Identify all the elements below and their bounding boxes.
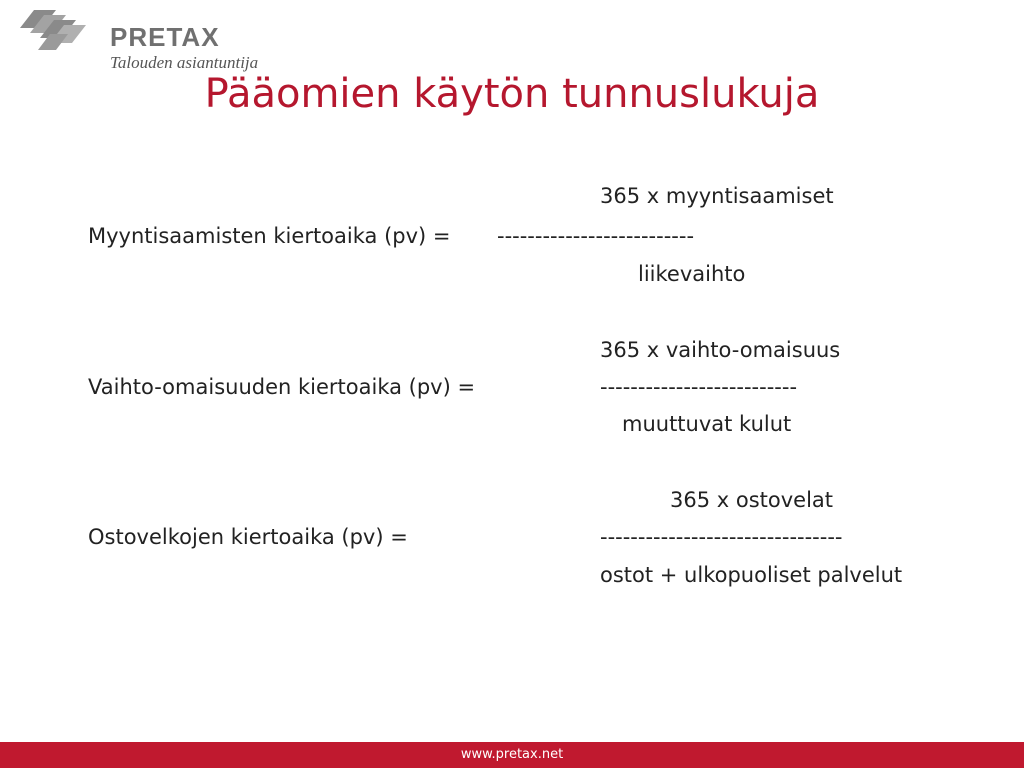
formula-1-denominator: liikevaihto — [638, 262, 746, 286]
page-title: Pääomien käytön tunnuslukuja — [204, 71, 820, 117]
formula-3-label: Ostovelkojen kiertoaika (pv) = — [88, 525, 408, 549]
formula-3-denominator: ostot + ulkopuoliset palvelut — [600, 563, 903, 587]
formula-3-divider: -------------------------------- — [600, 525, 843, 549]
formula-2-denominator: muuttuvat kulut — [622, 412, 792, 436]
formula-2-label: Vaihto-omaisuuden kiertoaika (pv) = — [88, 375, 476, 399]
formula-3-numerator: 365 x ostovelat — [670, 488, 834, 512]
formula-1-label: Myyntisaamisten kiertoaika (pv) = — [88, 224, 451, 248]
formula-1-divider: -------------------------- — [497, 224, 695, 248]
pretax-logo — [20, 10, 290, 72]
formula-1-numerator: 365 x myyntisaamiset — [600, 184, 834, 208]
formula-2-divider: -------------------------- — [600, 375, 798, 399]
footer-bar — [0, 742, 1024, 768]
formula-2-numerator: 365 x vaihto-omaisuus — [600, 338, 841, 362]
brand-tagline: Talouden asiantuntija — [110, 53, 259, 72]
logo-stripes-icon — [20, 10, 86, 54]
footer-url[interactable]: www.pretax.net — [460, 747, 564, 762]
brand-name: PRETAX — [110, 22, 220, 52]
